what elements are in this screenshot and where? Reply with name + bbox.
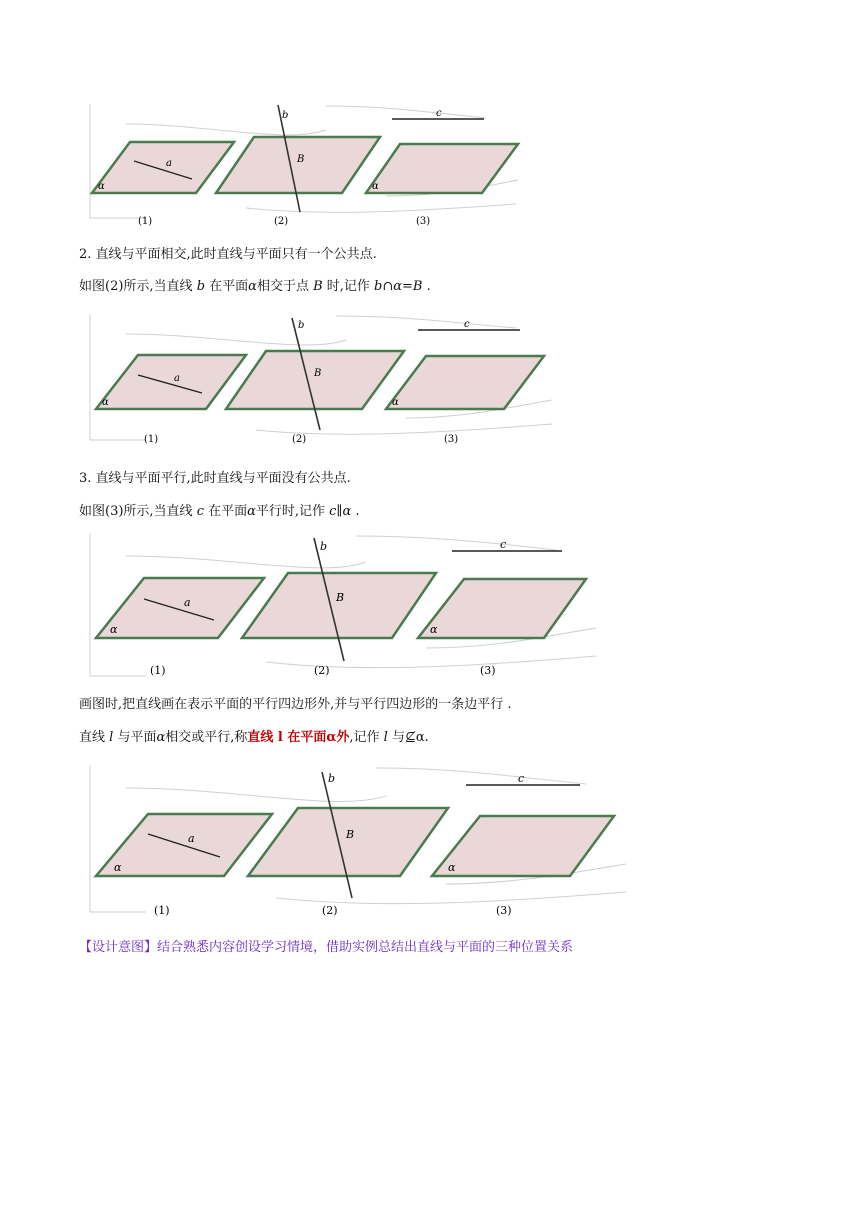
label-c: c xyxy=(500,538,507,551)
caption-3: (3) xyxy=(496,904,512,917)
caption-3: (3) xyxy=(444,434,459,445)
label-c: c xyxy=(436,108,442,119)
caption-3: (3) xyxy=(416,216,431,227)
caption-3: (3) xyxy=(480,664,496,677)
label-b: b xyxy=(298,320,305,331)
label-a: a xyxy=(188,832,195,845)
label-b: b xyxy=(320,540,328,553)
label-alpha: α xyxy=(114,861,122,874)
plane-diagram xyxy=(86,310,560,450)
para3-example: 如图(3)所示,当直线 c 在平面α平行时,记作 c∥α . xyxy=(79,504,360,519)
para3-heading: 3. 直线与平面平行,此时直线与平面没有公共点. xyxy=(79,471,351,486)
caption-2: (2) xyxy=(314,664,330,677)
label-a: a xyxy=(184,596,191,609)
caption-1: (1) xyxy=(138,216,153,227)
figure-1 xyxy=(86,100,526,230)
caption-2: (2) xyxy=(274,216,289,227)
plane-diagram xyxy=(86,100,526,230)
label-alpha: α xyxy=(372,181,379,192)
label-B: B xyxy=(314,368,322,379)
label-alpha: α xyxy=(430,623,438,636)
label-alpha: α xyxy=(110,623,118,636)
label-alpha: α xyxy=(102,397,109,408)
label-alpha: α xyxy=(392,397,399,408)
label-alpha: α xyxy=(448,861,456,874)
label-B: B xyxy=(336,591,345,604)
label-B: B xyxy=(346,828,355,841)
plane-diagram xyxy=(86,762,634,922)
figure-3 xyxy=(86,530,604,686)
design-intent: 【设计意图】结合熟悉内容创设学习情境，借助实例总结出直线与平面的三种位置关系 xyxy=(79,940,574,955)
label-b: b xyxy=(328,772,336,785)
label-a: a xyxy=(174,373,180,384)
caption-2: (2) xyxy=(292,434,307,445)
caption-2: (2) xyxy=(322,904,338,917)
para2-example: 如图(2)所示,当直线 b 在平面α相交于点 B 时,记作 b∩α=B . xyxy=(79,279,431,294)
label-c: c xyxy=(518,772,525,785)
definition-highlight: 直线 l 在平面α外 xyxy=(247,730,350,745)
label-B: B xyxy=(297,154,305,165)
plane-diagram xyxy=(86,530,604,686)
label-b: b xyxy=(282,110,289,121)
drawing-note: 画图时,把直线画在表示平面的平行四边形外,并与平行四边形的一条边平行 . xyxy=(79,697,512,712)
caption-1: (1) xyxy=(144,434,159,445)
caption-1: (1) xyxy=(150,664,166,677)
caption-1: (1) xyxy=(154,904,170,917)
label-alpha: α xyxy=(98,181,105,192)
para2-heading: 2. 直线与平面相交,此时直线与平面只有一个公共点. xyxy=(79,247,377,262)
label-a: a xyxy=(166,158,172,169)
label-c: c xyxy=(464,319,470,330)
figure-4 xyxy=(86,762,634,922)
definition: 直线 l 与平面α相交或平行,称直线 l 在平面α外,记作 l 与⊈α. xyxy=(79,730,429,745)
figure-2 xyxy=(86,310,560,450)
